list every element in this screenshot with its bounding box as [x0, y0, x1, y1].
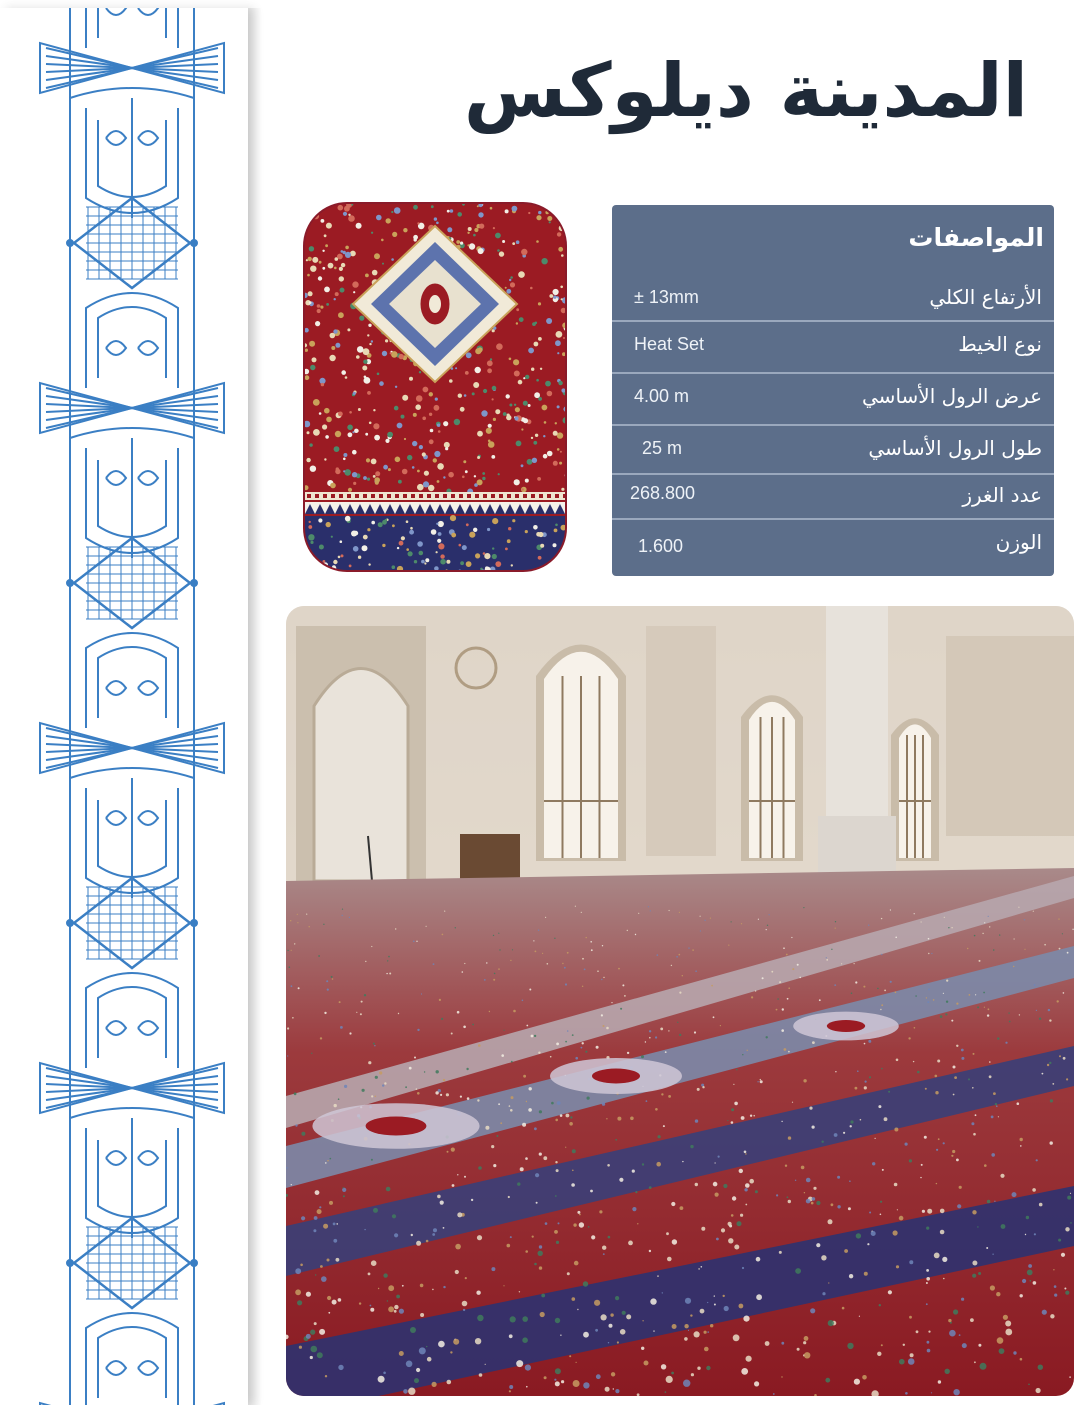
spec-value: 268.800: [630, 483, 696, 503]
row-divider: [612, 518, 1054, 520]
specifications-heading: المواصفات: [908, 223, 1044, 252]
spec-value: 1.600: [638, 536, 684, 556]
spec-value: 4.00 m: [634, 386, 690, 406]
row-divider: [612, 473, 1054, 475]
row-divider: [612, 320, 1054, 322]
spec-label: عرض الرول الأساسي: [862, 384, 1042, 408]
specifications-panel: [612, 205, 1054, 576]
spec-row-weight: [612, 518, 1054, 569]
spec-row-total-height: [612, 273, 1054, 324]
spec-label: الوزن: [995, 530, 1042, 554]
product-title: المدينة ديلوكس: [463, 48, 1028, 134]
spec-value: 25 m: [642, 438, 683, 458]
mosque-carpet-photo: [286, 606, 1074, 1396]
spec-label: نوع الخيط: [958, 332, 1042, 356]
carpet-sample-image: [303, 202, 567, 572]
spec-value: ± 13mm: [634, 287, 699, 307]
spec-row-roll-width: [612, 372, 1054, 423]
panel-shadow: [248, 8, 262, 1405]
spec-row-stitch-count: [612, 473, 1054, 524]
spec-row-yarn-type: [612, 320, 1054, 371]
spec-label: طول الرول الأساسي: [868, 436, 1042, 460]
row-divider: [612, 372, 1054, 374]
ornament-border-graphic: [36, 8, 228, 1405]
spec-row-roll-length: [612, 424, 1054, 475]
spec-label: عدد الغرز: [962, 483, 1042, 507]
spec-label: الأرتفاع الكلي: [929, 285, 1042, 309]
row-divider: [612, 424, 1054, 426]
ornament-side-panel: [0, 8, 248, 1405]
spec-value: Heat Set: [634, 334, 705, 354]
